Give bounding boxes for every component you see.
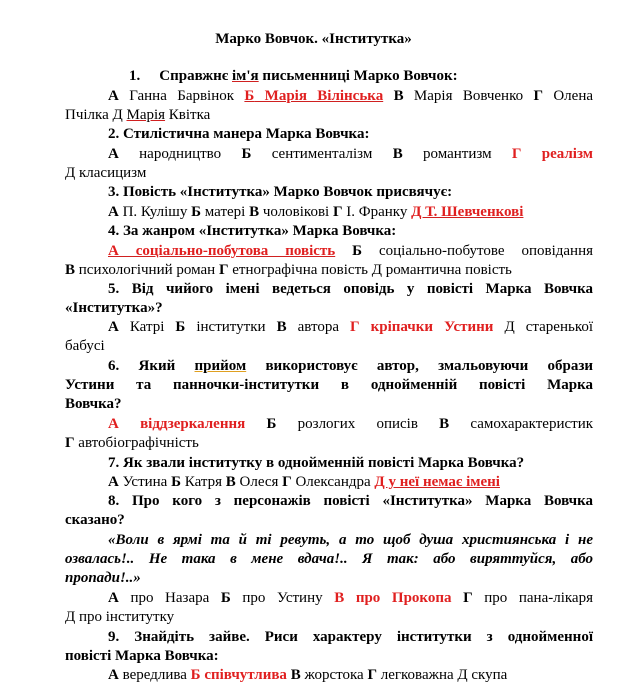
- q7-option-a-letter: А: [108, 474, 119, 490]
- question-5-line2: «Інститутка»?: [65, 300, 163, 316]
- q8-option-d: про інститутку: [75, 609, 175, 625]
- q5-options-cont: бабусі: [65, 338, 105, 354]
- q9-option-g-letter: Г: [367, 667, 377, 683]
- question-8-line2: сказано?: [65, 512, 125, 528]
- q6-line1-c: використовує автор, змальовуючи образи: [246, 358, 593, 374]
- q8-options: [108, 589, 593, 608]
- q7-option-v: Олеся: [235, 474, 283, 490]
- q7-option-a: Устина: [118, 474, 172, 490]
- q9-option-b: Б співчутлива: [190, 667, 287, 683]
- q8-option-g-letter: Г: [463, 590, 473, 606]
- q2-options: [108, 145, 593, 164]
- q6-option-g: автобіографічність: [74, 435, 199, 451]
- q4-options: [108, 242, 593, 261]
- q9-option-d: скупа: [467, 667, 508, 683]
- q3-option-b: матері: [201, 204, 250, 220]
- q1-text-end: письменниці Марко Вовчок:: [258, 68, 458, 84]
- q9-option-d-letter: Д: [457, 667, 468, 683]
- q6-option-a: А віддзеркалення: [108, 416, 246, 432]
- q2-option-b: сентименталізм: [251, 146, 373, 162]
- q3-option-v: чоловікові: [259, 204, 333, 220]
- q4-option-v-letter: В: [65, 262, 76, 278]
- q1-option-b: Марія Вілінська: [254, 88, 384, 104]
- q4-option-g: етнографічна повість: [228, 262, 372, 278]
- q1-options-cont: [65, 106, 210, 125]
- q3-option-g-letter: Г: [332, 204, 343, 220]
- q7-options: [108, 473, 500, 492]
- question-1: [129, 67, 458, 86]
- q6-option-g-letter: Г: [65, 435, 75, 451]
- q1-text: Справжнє: [159, 68, 232, 84]
- q7-option-g-letter: Г: [282, 474, 292, 490]
- q5-option-d-letter: Д: [504, 319, 515, 335]
- q5-options: [108, 318, 593, 337]
- q9-option-a: вередлива: [118, 667, 191, 683]
- q2-option-d: класицизм: [75, 165, 147, 181]
- q5-option-b-letter: Б: [175, 319, 186, 335]
- q9-option-g: легковажна: [376, 667, 458, 683]
- q3-option-d: Д Т. Шевченкові: [411, 204, 524, 220]
- q4-option-b-letter: Б: [352, 243, 363, 259]
- q5-option-a-letter: А: [108, 319, 119, 335]
- q5-option-b: інститутки: [185, 319, 277, 335]
- q3-option-a-letter: А: [108, 204, 119, 220]
- q6-option-v: самохарактеристик: [449, 416, 594, 432]
- q6-option-v-letter: В: [439, 416, 450, 432]
- q8-quote-line3: пропади!..»: [65, 570, 141, 586]
- q5-option-a: Катрі: [118, 319, 176, 335]
- page-title: Марко Вовчок. «Інститутка»: [215, 31, 412, 47]
- q9-options: [108, 666, 507, 685]
- question-6-line2: Устини та панночки-інститутки в однойменній повісті Марка: [65, 377, 593, 393]
- q1-option-g: Олена: [543, 88, 594, 104]
- q6-underlined-word: прийом: [194, 358, 247, 374]
- question-8-line1: 8. Про кого з персонажів повісті «Інститутка» Марка Вовчка: [108, 493, 593, 509]
- q1-option-g-cont: Пчілка: [65, 107, 113, 123]
- q4-option-v: психологічний роман: [75, 262, 219, 278]
- q6-options: [108, 415, 593, 434]
- q4-option-d-letter: Д: [371, 262, 382, 278]
- q2-option-a: народництво: [118, 146, 222, 162]
- q1-option-d-underlined: Марія: [126, 107, 166, 123]
- q5-option-v-letter: В: [276, 319, 287, 335]
- q8-quote-line1: «Воли в ярмі та й ті ревуть, а то щоб душа християнська і не: [108, 532, 593, 548]
- question-7: 7. Як звали інститутку в однойменній повісті Марка Вовчка?: [108, 455, 525, 471]
- q5-option-g: Г кріпачки Устини: [350, 319, 494, 335]
- q2-option-v: романтизм: [402, 146, 492, 162]
- q1-option-d-letter: Д: [112, 107, 123, 123]
- q8-quote-line2: озвалась!.. Не така в мене вдача!.. Я так: або виряттуйся, або: [65, 551, 593, 567]
- q2-option-g: Г реалізм: [511, 146, 594, 162]
- q3-options: [108, 203, 523, 222]
- question-4: 4. За жанром «Інститутка» Марка Вовчка:: [108, 223, 397, 239]
- q3-option-g: І. Франку: [342, 204, 412, 220]
- q7-option-b: Катря: [181, 474, 226, 490]
- question-2: 2. Стилістична манера Марка Вовчка:: [108, 126, 370, 142]
- question-5-line1: 5. Від чийого імені ведеться оповідь у повісті Марка Вовчка: [108, 281, 593, 297]
- q8-option-v: В про Прокопа: [334, 590, 452, 606]
- q1-option-d: Квітка: [165, 107, 211, 123]
- q7-option-b-letter: Б: [171, 474, 182, 490]
- q8-option-g: про пана-лікаря: [472, 590, 593, 606]
- q8-option-b-letter: Б: [220, 590, 231, 606]
- q1-options: [108, 87, 593, 106]
- q1-option-v: Марія Вовченко: [403, 88, 534, 104]
- question-3: 3. Повість «Інститутка» Марко Вовчок присвячує:: [108, 184, 453, 200]
- question-6-line1: [108, 357, 593, 376]
- question-6-line3: Вовчка?: [65, 396, 122, 412]
- q9-option-v-letter: В: [290, 667, 301, 683]
- q1-option-b-letter: Б: [244, 88, 255, 104]
- q7-option-d: Д у неї немає імені: [374, 474, 500, 490]
- q2-options-cont: [65, 164, 146, 183]
- question-9-line2: повісті Марка Вовчка:: [65, 648, 219, 664]
- q8-option-d-letter: Д: [65, 609, 76, 625]
- q4-options-cont: [65, 261, 512, 280]
- q2-option-b-letter: Б: [241, 146, 252, 162]
- q3-option-a: П. Кулішу: [118, 204, 192, 220]
- q6-line1-a: 6. Який: [108, 358, 195, 374]
- q8-option-b: про Устину: [230, 590, 323, 606]
- q6-option-b: розлогих описів: [276, 416, 418, 432]
- q9-option-v: жорстока: [300, 667, 368, 683]
- q1-option-a-letter: А: [108, 88, 119, 104]
- q1-option-g-letter: Г: [533, 88, 543, 104]
- q3-option-v-letter: В: [249, 204, 260, 220]
- q8-options-cont: [65, 608, 174, 627]
- q5-option-v: автора: [286, 319, 351, 335]
- q1-number: 1.: [129, 68, 141, 84]
- q3-option-b-letter: Б: [191, 204, 202, 220]
- q5-option-d: старенької: [514, 319, 594, 335]
- q1-option-a: Ганна Барвінок: [118, 88, 245, 104]
- q6-options-cont: [65, 434, 199, 453]
- q4-option-g-letter: Г: [218, 262, 229, 278]
- q7-option-v-letter: В: [225, 474, 236, 490]
- q8-option-a-letter: А: [108, 590, 119, 606]
- q1-option-v-letter: В: [393, 88, 404, 104]
- q2-option-d-letter: Д: [65, 165, 76, 181]
- q6-option-b-letter: Б: [266, 416, 277, 432]
- q9-option-a-letter: А: [108, 667, 119, 683]
- q4-option-d: романтична повість: [381, 262, 512, 278]
- q8-option-a: про Назара: [118, 590, 210, 606]
- question-9-line1: 9. Знайдіть зайве. Риси характеру інститутки з однойменної: [108, 629, 593, 645]
- q1-underlined-word: ім'я: [232, 68, 259, 84]
- q2-option-a-letter: А: [108, 146, 119, 162]
- q2-option-v-letter: В: [392, 146, 403, 162]
- q4-option-a: А соціально-побутова повість: [108, 243, 336, 259]
- q7-option-g: Олександра: [291, 474, 375, 490]
- q4-option-b: соціально-побутове оповідання: [362, 243, 594, 259]
